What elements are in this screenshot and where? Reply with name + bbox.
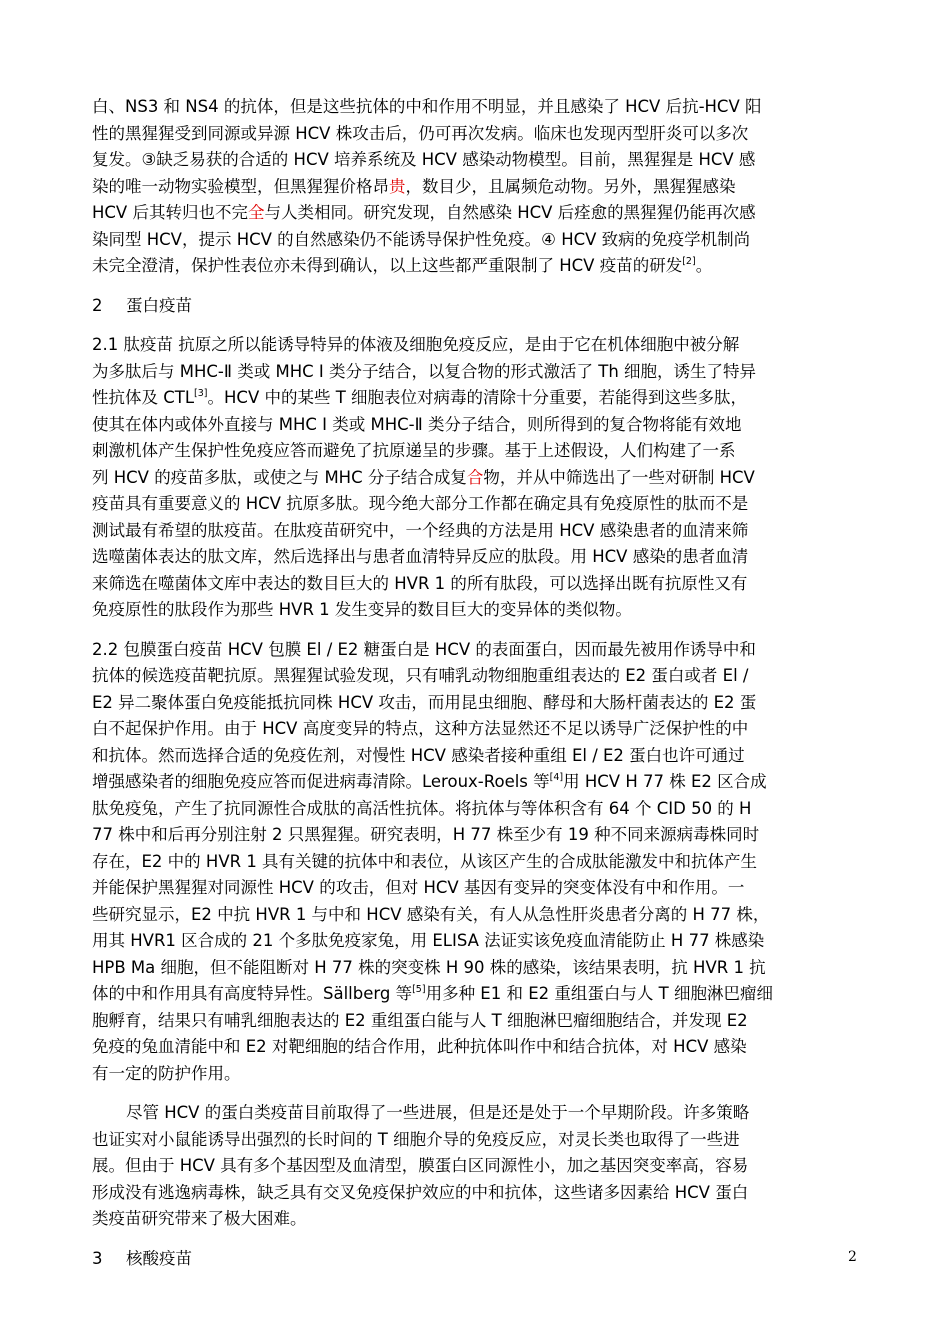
text-line: HPB Ma 细胞，但不能阻断对 H 77 株的突变株 H 90 株的感染，该结果表明，抗 HVR 1 抗 xyxy=(92,957,766,977)
text-line: 77 株中和后再分别注射 2 只黑猩猩。研究表明，H 77 株至少有 19 种不同来源病毒株同时 xyxy=(92,825,760,844)
page-number: 2 xyxy=(848,1249,857,1265)
text-line: 些研究显示，E2 中抗 HVR 1 与中和 HCV 感染有关，有人从急性肝炎患者分离的 H 77 株， xyxy=(92,904,770,924)
text-line: 用其 HVR1 区合成的 21 个多肽免疫家兔，用 ELISA 法证实该免疫血清能防止 H 77 株感染 xyxy=(92,931,765,950)
text-line: 存在，E2 中的 HVR 1 具有关键的抗体中和表位，从该区产生的合成肽能激发中和抗体产生 xyxy=(92,851,758,871)
highlighted-char: 合 xyxy=(466,467,484,487)
text-line: 形成没有逃逸病毒株，缺乏具有交叉免疫保护效应的中和抗体，这些诸多因素给 HCV 蛋白 xyxy=(92,1182,749,1202)
text-line: 免疫的兔血清能中和 E2 对靶细胞的结合作用，此种抗体叫作中和结合抗体，对 HCV 感染 xyxy=(92,1037,747,1056)
text-line: 刺激机体产生保护性免疫应答而避免了抗原递呈的步骤。基于上述假设，人们构建了一系 xyxy=(92,441,736,460)
section-2-1-peptide-vaccine xyxy=(92,332,862,624)
highlighted-char: 全 xyxy=(247,203,265,222)
text-line: 2.1 肽疫苗 抗原之所以能诱导特异的体液及细胞免疫反应，是由于它在机体细胞中被分解 xyxy=(92,335,740,354)
citation-ref: [2] xyxy=(682,256,696,267)
text-line: 复发。③缺乏易获的合适的 HCV 培养系统及 HCV 感染动物模型。目前，黑猩猩是 HCV 感 xyxy=(92,150,756,169)
text-line: 有一定的防护作用。 xyxy=(92,1063,241,1083)
text-line: 白、NS3 和 NS4 的抗体，但是这些抗体的中和作用不明显，并且感染了 HCV 后抗-HCV 阳 xyxy=(92,97,762,116)
text-line: 类疫苗研究带来了极大困难。 xyxy=(92,1209,307,1228)
text-line: 并能保护黑猩猩对同源性 HCV 的攻击，但对 HCV 基因有变异的突变体没有中和作用。一 xyxy=(92,878,745,897)
text-line: 为多肽后与 MHC-Ⅱ 类或 MHC I 类分子结合，以复合物的形式激活了 Th 细胞，诱生了特异 xyxy=(92,361,757,381)
paragraph-protein-vaccine-summary xyxy=(92,1100,862,1233)
paragraph-intro-continued xyxy=(92,94,862,280)
highlighted-char: 贵 xyxy=(389,176,406,196)
text-line: E2 异二聚体蛋白免疫能抵抗同株 HCV 攻击，而用昆虫细胞、酵母和大肠杆菌表达的 E2 蛋 xyxy=(92,692,757,712)
citation-ref: [5] xyxy=(412,984,426,995)
text-line: 性的黑猩猩受到同源或异源 HCV 株攻击后，仍可再次发病。临床也发现丙型肝炎可以多次 xyxy=(92,123,749,143)
citation-ref: [3] xyxy=(194,388,208,399)
text-line: 尽管 HCV 的蛋白类疫苗目前取得了一些进展，但是还是处于一个早期阶段。许多策略 xyxy=(126,1103,750,1122)
text-line: 体的中和作用具有高度特异性。Sällberg 等[5]用多种 E1 和 E2 重组蛋白与人 T 细胞淋巴瘤细 xyxy=(92,984,773,1003)
text-line: 免疫原性的肽段作为那些 HVR 1 发生变异的数目巨大的变异体的类似物。 xyxy=(92,600,632,619)
document-body xyxy=(92,94,862,1272)
text-line: 疫苗具有重要意义的 HCV 抗原多肽。现今绝大部分工作都在确定具有免疫原性的肽而不是 xyxy=(92,494,749,513)
text-line: 增强感染者的细胞免疫应答而促进病毒清除。Leroux-Roels 等[4]用 HCV H 77 株 E2 区合成 xyxy=(92,772,767,791)
text-line: 选噬菌体表达的肽文库，然后选择出与患者血清特异反应的肽段。用 HCV 感染的患者血清 xyxy=(92,547,749,566)
text-line: 性抗体及 CTL[3]。HCV 中的某些 T 细胞表位对病毒的清除十分重要，若能得到这些多肽， xyxy=(92,388,748,407)
text-line: 2.2 包膜蛋白疫苗 HCV 包膜 El / E2 糖蛋白是 HCV 的表面蛋白，因而最先被用作诱导中和 xyxy=(92,639,756,659)
text-line: 胞孵育，结果只有哺乳细胞表达的 E2 重组蛋白能与人 T 细胞淋巴瘤细胞结合，并发现 E2 xyxy=(92,1010,748,1030)
section-heading-2: 2 蛋白疫苗 xyxy=(92,295,192,315)
text-line: HCV 后其转归也不完全与人类相同。研究发现，自然感染 HCV 后痊愈的黑猩猩仍能再次感 xyxy=(92,203,756,222)
text-line: 抗体的候选疫苗靶抗原。黑猩猩试验发现，只有哺乳动物细胞重组表达的 E2 蛋白或者 El / xyxy=(92,666,749,685)
text-line: 展。但由于 HCV 具有多个基因型及血清型，膜蛋白区同源性小，加之基因突变率高，容易 xyxy=(92,1156,749,1175)
text-line: 肽免疫兔，产生了抗同源性合成肽的高活性抗体。将抗体与等体积含有 64 个 CID 50 的 H xyxy=(92,798,752,818)
text-line: 使其在体内或体外直接与 MHC I 类或 MHC-Ⅱ 类分子结合，则所得到的复合物将能有效地 xyxy=(92,414,742,434)
citation-ref: [4] xyxy=(549,772,564,783)
section-2-2-envelope-protein-vaccine xyxy=(92,637,862,1088)
text-line: 测试最有希望的肽疫苗。在肽疫苗研究中，一个经典的方法是用 HCV 感染患者的血清来筛 xyxy=(92,520,749,540)
text-line: 染的唯一动物实验模型，但黑猩猩价格昂贵，数目少，且属频危动物。另外，黑猩猩感染 xyxy=(92,176,736,196)
section-heading-3: 3 核酸疫苗 xyxy=(92,1248,192,1268)
text-line: 染同型 HCV，提示 HCV 的自然感染仍不能诱导保护性免疫。④ HCV 致病的免疫学机制尚 xyxy=(92,229,751,249)
text-line: 未完全澄清，保护性表位亦未得到确认，以上这些都严重限制了 HCV 疫苗的研发[2]。 xyxy=(92,256,713,275)
text-line: 和抗体。然而选择合适的免疫佐剂，对慢性 HCV 感染者接种重组 El / E2 蛋白也许可通过 xyxy=(92,745,745,765)
text-line: 来筛选在噬菌体文库中表达的数目巨大的 HVR 1 的所有肽段，可以选择出既有抗原性又有 xyxy=(92,573,748,593)
text-line: 列 HCV 的疫苗多肽，或使之与 MHC 分子结合成复合物，并从中筛选出了一些对研制 HCV xyxy=(92,467,755,487)
text-line: 也证实对小鼠能诱导出强烈的长时间的 T 细胞介导的免疫反应，对灵长类也取得了一些进 xyxy=(92,1129,740,1149)
text-line: 白不起保护作用。由于 HCV 高度变异的特点，这种方法显然还不足以诱导广泛保护性的中 xyxy=(92,719,749,738)
